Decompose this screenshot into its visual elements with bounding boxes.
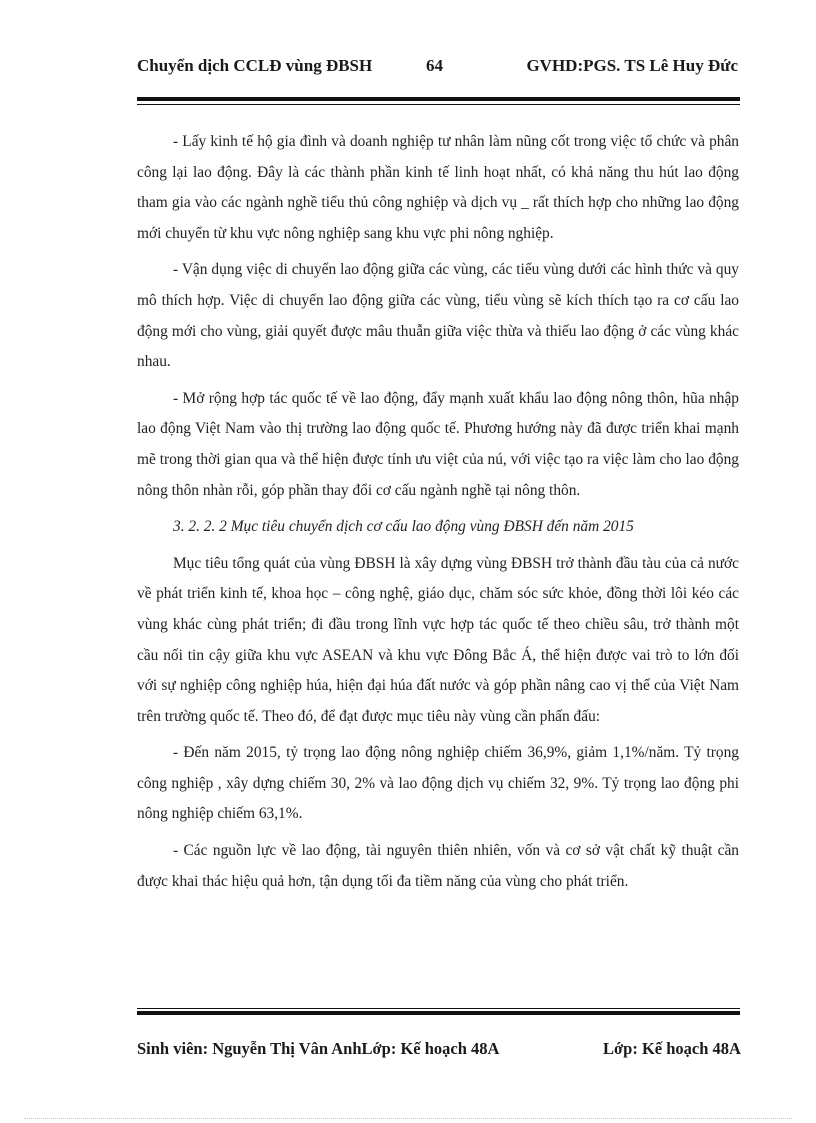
page-edge-divider	[24, 1118, 792, 1119]
paragraph: Mục tiêu tổng quát của vùng ĐBSH là xây dựng vùng ĐBSH trở thành đầu tàu của cả nước về phát triển kinh tế, khoa học – công nghệ, giáo dục, chăm sóc sức khỏe, đồng thời lôi kéo các vùng khác cùng phát triển; đi đầu trong lĩnh vực hợp tác quốc tế theo chiều sâu, trở thành một cầu nối tin cậy giữa khu vực ASEAN và khu vực Đông Bắc Á, thể hiện được vai trò to lớn đối với sự nghiệp công nghiệp húa, hiện đại húa đất nước và góp phần nâng cao vị thế của Việt Nam trên trường quốc tế. Theo đó, để đạt được mục tiêu này vùng cần phấn đấu:	[137, 554, 739, 725]
paragraph: - Các nguồn lực về lao động, tài nguyên thiên nhiên, vốn và cơ sở vật chất kỹ thuật cần được khai thác hiệu quả hơn, tận dụng tối đa tiềm năng của vùng cho phát triển.	[137, 842, 739, 890]
document-body	[137, 127, 739, 903]
footer-student: Sinh viên: Nguyễn Thị Vân AnhLớp: Kế hoạch 48A	[137, 1039, 500, 1058]
paragraph: - Lấy kinh tế hộ gia đình và doanh nghiệp tư nhân làm nũng cốt trong việc tổ chức và phân công lại lao động. Đây là các thành phần kinh tế linh hoạt nhất, có khả năng thu hút lao động tham gia vào các ngành nghề tiểu thủ công nghiệp và dịch vụ _ rất thích hợp cho những lao động mới chuyển từ khu vực nông nghiệp sang khu vực phi nông nghiệp.	[137, 133, 739, 242]
footer-rule-thick	[137, 1011, 740, 1015]
header-rule-thick	[137, 97, 740, 101]
header-title: Chuyển dịch CCLĐ vùng ĐBSH	[137, 56, 373, 75]
footer-class: Lớp: Kế hoạch 48A	[603, 1039, 741, 1058]
page-footer	[137, 1035, 757, 1065]
page-number: 64	[426, 56, 443, 75]
footer-rule-thin	[137, 1008, 740, 1009]
header-advisor: GVHD:PGS. TS Lê Huy Đức	[526, 56, 738, 75]
paragraph: - Đến năm 2015, tỷ trọng lao động nông nghiệp chiếm 36,9%, giảm 1,1%/năm. Tỷ trọng công nghiệp , xây dựng chiếm 30, 2% và lao động dịch vụ chiếm 32, 9%. Tỷ trọng lao động phi nông nghiệp chiếm 63,1%.	[137, 744, 739, 823]
paragraph: - Vận dụng việc di chuyển lao động giữa các vùng, các tiểu vùng dưới các hình thức và quy mô thích hợp. Việc di chuyển lao động giữa các vùng, tiểu vùng sẽ kích thích tạo ra cơ cấu lao động mới cho vùng, giải quyết được mâu thuẫn giữa việc thừa và thiếu lao động ở các vùng khác nhau.	[137, 261, 739, 371]
header-rule-thin	[137, 104, 740, 105]
page-header	[137, 50, 740, 84]
paragraph: - Mở rộng hợp tác quốc tế về lao động, đẩy mạnh xuất khẩu lao động nông thôn, hũa nhập lao động Việt Nam vào thị trường lao động quốc tế. Phương hướng này đã được triển khai mạnh mẽ trong thời gian qua và thể hiện được tính ưu việt của nú, với việc tạo ra việc làm cho lao động nông thôn nhàn rỗi, góp phần thay đổi cơ cấu ngành nghề tại nông thôn.	[137, 389, 739, 499]
section-heading: 3. 2. 2. 2 Mục tiêu chuyển dịch cơ cấu lao động vùng ĐBSH đến năm 2015	[173, 518, 634, 536]
